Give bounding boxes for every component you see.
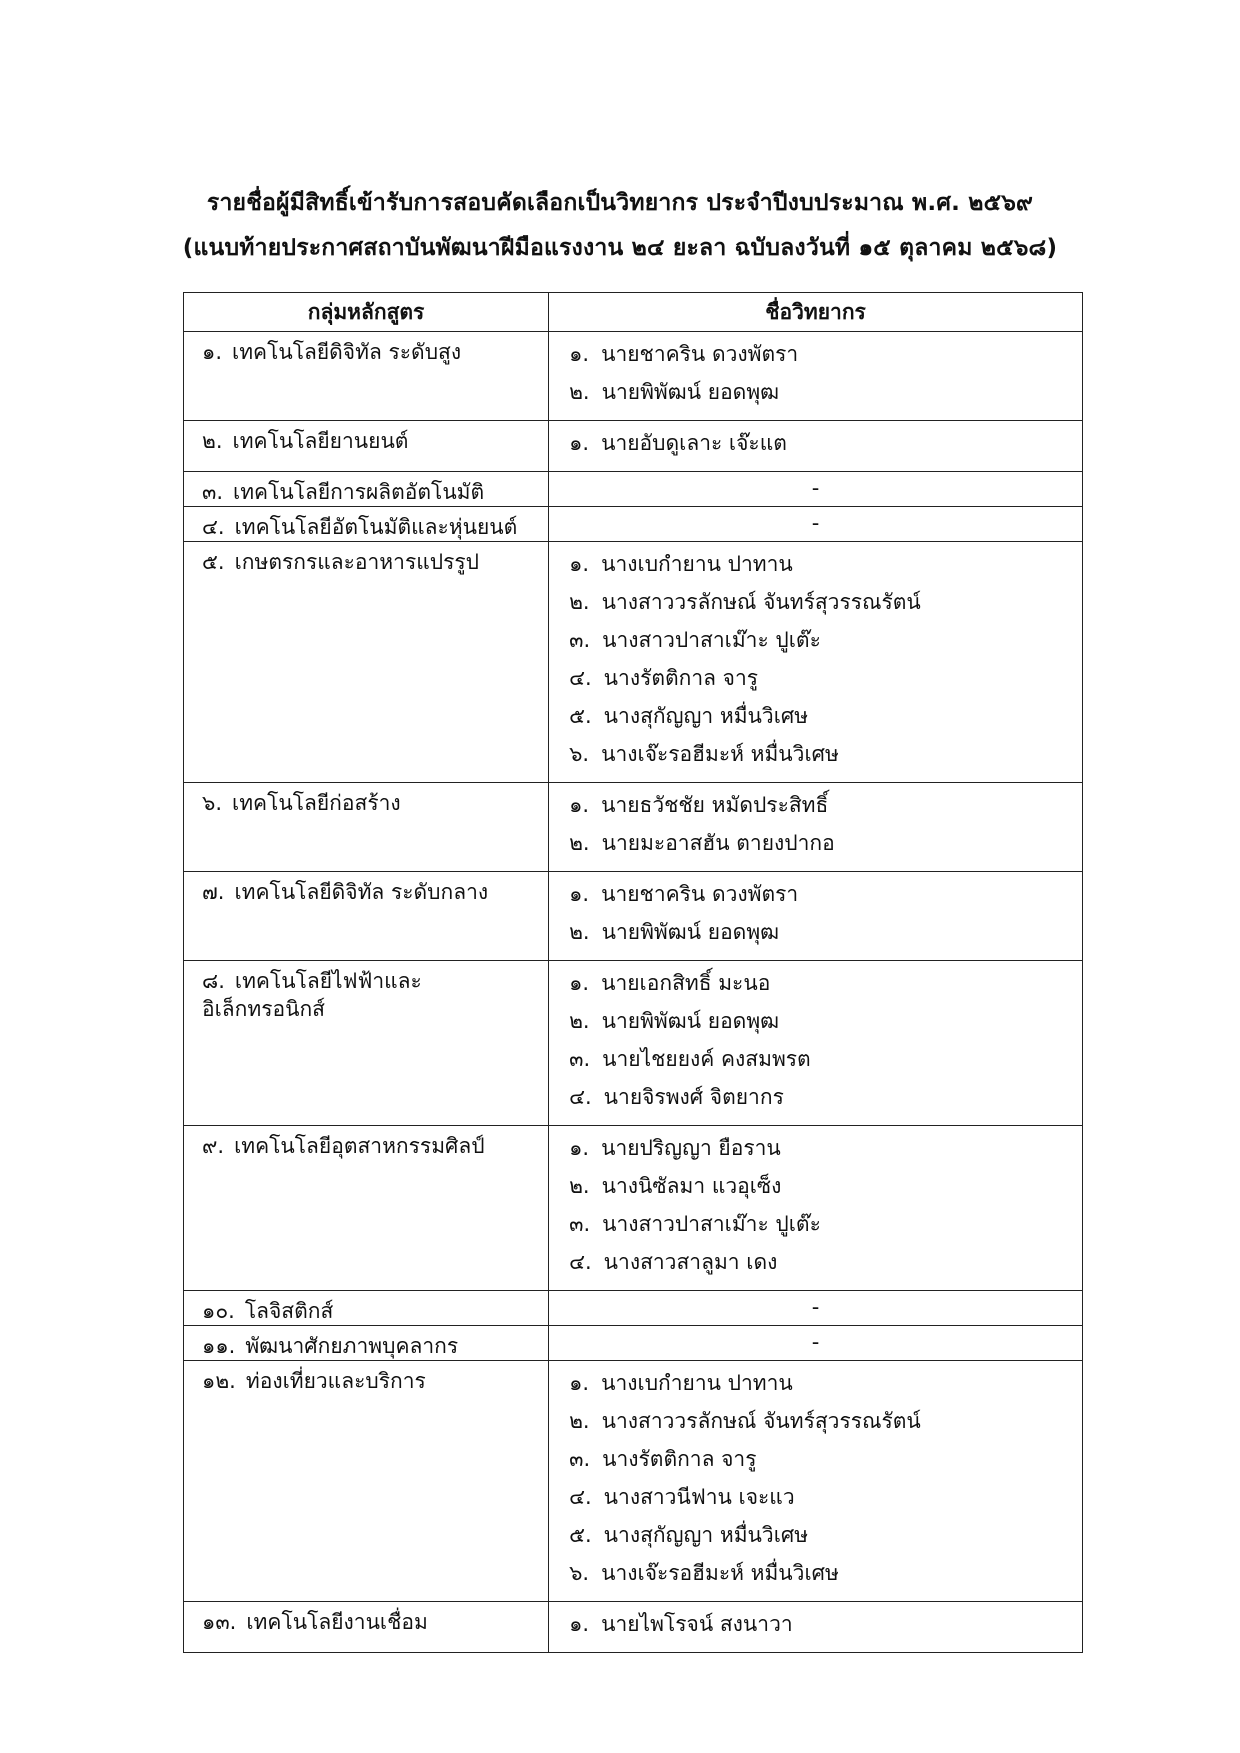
course-group <box>184 332 548 366</box>
instructor-number: ๑. <box>569 342 590 366</box>
instructor-name: นายไชยยงค์ คงสมพรต <box>602 1047 811 1071</box>
no-instructor-dash: - <box>811 1295 820 1319</box>
instructor-list-item <box>569 1608 1072 1646</box>
course-group-cell <box>184 1361 549 1602</box>
instructor-list-item <box>569 1246 1072 1284</box>
header-instructor-name: ชื่อวิทยากร <box>549 293 1083 332</box>
course-group-cell <box>184 783 549 872</box>
table-row <box>184 1602 1083 1653</box>
instructor-list-item <box>569 1557 1072 1595</box>
instructor-list-item <box>569 1170 1072 1208</box>
instructor-cell <box>549 332 1083 421</box>
instructor-list <box>549 1361 1082 1601</box>
instructor-list-item <box>569 827 1072 865</box>
course-group-number: ๑๒. <box>202 1369 236 1393</box>
instructor-number: ๒. <box>569 1009 590 1033</box>
course-group-label: เทคโนโลยีดิจิทัล ระดับกลาง <box>234 880 489 904</box>
course-group-number: ๑๐. <box>202 1299 235 1323</box>
instructor-list-item <box>569 1405 1072 1443</box>
instructor-list-item <box>569 1208 1072 1246</box>
instructor-list-item <box>569 662 1072 700</box>
course-group <box>184 1602 548 1636</box>
instructor-number: ๑. <box>569 431 590 455</box>
course-group <box>184 783 548 817</box>
instructor-list-item <box>569 738 1072 776</box>
course-group <box>184 542 548 576</box>
header-course-group: กลุ่มหลักสูตร <box>184 293 549 332</box>
course-group-number: ๖. <box>202 791 223 815</box>
instructor-cell <box>549 1126 1083 1291</box>
no-instructor-dash: - <box>811 511 820 535</box>
instructor-name: นางนิซัลมา แวอุเซ็ง <box>601 1174 782 1198</box>
table-row <box>184 872 1083 961</box>
instructor-cell <box>549 472 1083 507</box>
instructor-name: นางเจ๊ะรอฮีมะห์ หมื่นวิเศษ <box>601 742 839 766</box>
instructor-number: ๖. <box>569 742 590 766</box>
no-instructor-dash: - <box>811 476 820 500</box>
instructor-list-item <box>569 1443 1072 1481</box>
instructor-number: ๑. <box>569 793 590 817</box>
course-group <box>184 1361 548 1395</box>
instructor-list-item <box>569 700 1072 738</box>
instructor-number: ๒. <box>569 590 590 614</box>
document-subtitle: (แนบท้ายประกาศสถาบันพัฒนาฝีมือแรงงาน ๒๔ ยะลา ฉบับลงวันที่ ๑๕ ตุลาคม ๒๕๖๘) <box>182 235 1058 261</box>
instructor-number: ๑. <box>569 1136 590 1160</box>
course-group-cell <box>184 332 549 421</box>
course-group-cell <box>184 542 549 783</box>
instructor-cell <box>549 1602 1083 1653</box>
instructor-cell <box>549 872 1083 961</box>
instructor-list-item <box>569 789 1072 827</box>
instructor-number: ๒. <box>569 1409 590 1433</box>
table-row <box>184 1361 1083 1602</box>
table-header-row <box>184 293 1083 332</box>
instructor-list-item <box>569 548 1072 586</box>
instructor-cell <box>549 961 1083 1126</box>
table-row <box>184 332 1083 421</box>
instructor-list-item <box>569 376 1072 414</box>
instructor-name: นายเอกสิทธิ์ มะนอ <box>601 971 771 995</box>
instructor-name: นางเบกำยาน ปาทาน <box>601 552 793 576</box>
course-group-label: เทคโนโลยียานยนต์ <box>232 429 409 453</box>
instructor-number: ๑. <box>569 1612 590 1636</box>
course-group-number: ๓. <box>202 480 224 504</box>
instructor-name: นายธวัชชัย หมัดประสิทธิ์ <box>601 793 829 817</box>
instructor-list <box>549 1602 1082 1652</box>
instructor-number: ๕. <box>569 704 592 728</box>
instructor-number: ๒. <box>569 1174 590 1198</box>
instructor-name: นายอับดูเลาะ เจ๊ะแต <box>601 431 787 455</box>
course-group-label: พัฒนาศักยภาพบุคลากร <box>245 1334 459 1358</box>
course-group-cell <box>184 1602 549 1653</box>
instructor-list-item <box>569 1367 1072 1405</box>
instructor-name: นายชาคริน ดวงพัตรา <box>601 882 799 906</box>
instructor-name: นางสาววรลักษณ์ จันทร์สุวรรณรัตน์ <box>601 1409 921 1433</box>
instructor-list-item <box>569 338 1072 376</box>
instructor-name: นายชาคริน ดวงพัตรา <box>601 342 799 366</box>
table-row <box>184 1326 1083 1361</box>
instructor-name: นางสุกัญญา หมื่นวิเศษ <box>603 704 809 728</box>
course-group-label: เทคโนโลยีดิจิทัล ระดับสูง <box>232 340 462 364</box>
course-group-number: ๑๑. <box>202 1334 236 1358</box>
instructor-number: ๖. <box>569 1561 590 1585</box>
instructor-number: ๓. <box>569 628 591 652</box>
instructor-number: ๔. <box>569 1485 592 1509</box>
instructor-name: นางสาวปาสาเม๊าะ ปูเต๊ะ <box>602 628 821 652</box>
instructor-name: นางสาวนีฟาน เจะแว <box>603 1485 795 1509</box>
instructor-list <box>549 872 1082 960</box>
table-row <box>184 1126 1083 1291</box>
course-group-number: ๘. <box>202 969 225 993</box>
instructor-number: ๑. <box>569 1371 590 1395</box>
course-group-cell <box>184 472 549 507</box>
instructor-name: นางรัตติกาล จารู <box>603 666 759 690</box>
course-group-cell <box>184 1126 549 1291</box>
instructor-number: ๑. <box>569 971 590 995</box>
course-group-number: ๒. <box>202 429 223 453</box>
instructor-name: นางรัตติกาล จารู <box>602 1447 757 1471</box>
instructor-number: ๒. <box>569 831 590 855</box>
instructor-table <box>183 292 1083 1653</box>
course-group-label: เทคโนโลยีงานเชื่อม <box>246 1610 428 1634</box>
instructor-name: นายพิพัฒน์ ยอดพุฒ <box>601 380 780 404</box>
instructor-number: ๕. <box>569 1523 592 1547</box>
instructor-cell <box>549 783 1083 872</box>
instructor-name: นางเบกำยาน ปาทาน <box>601 1371 793 1395</box>
course-group <box>184 472 548 506</box>
instructor-list-item <box>569 916 1072 954</box>
course-group-number: ๔. <box>202 515 225 539</box>
instructor-number: ๓. <box>569 1212 591 1236</box>
table-row <box>184 1291 1083 1326</box>
instructor-list-item <box>569 1081 1072 1119</box>
instructor-cell <box>549 1326 1083 1361</box>
instructor-list-item <box>569 427 1072 465</box>
instructor-name: นายพิพัฒน์ ยอดพุฒ <box>601 920 780 944</box>
instructor-list-item <box>569 1005 1072 1043</box>
instructor-list <box>549 1126 1082 1290</box>
course-group-label: โลจิสติกส์ <box>244 1299 334 1323</box>
instructor-list-item <box>569 624 1072 662</box>
instructor-number: ๒. <box>569 920 590 944</box>
instructor-name: นายพิพัฒน์ ยอดพุฒ <box>601 1009 780 1033</box>
instructor-number: ๒. <box>569 380 590 404</box>
instructor-list-item <box>569 586 1072 624</box>
course-group-cell <box>184 961 549 1126</box>
instructor-name: นางสาววรลักษณ์ จันทร์สุวรรณรัตน์ <box>601 590 921 614</box>
instructor-cell <box>549 542 1083 783</box>
course-group-label: ท่องเที่ยวและบริการ <box>245 1369 426 1393</box>
instructor-list <box>549 783 1082 871</box>
course-group-label: เทคโนโลยีการผลิตอัตโนมัติ <box>233 480 485 504</box>
instructor-name: นางสาวปาสาเม๊าะ ปูเต๊ะ <box>602 1212 821 1236</box>
course-group <box>184 421 548 455</box>
table-body <box>184 332 1083 1653</box>
course-group-cell <box>184 507 549 542</box>
instructor-number: ๓. <box>569 1447 591 1471</box>
no-instructor-dash: - <box>811 1330 820 1354</box>
instructor-cell <box>549 507 1083 542</box>
instructor-cell <box>549 1291 1083 1326</box>
course-group-number: ๗. <box>202 880 225 904</box>
table-row <box>184 507 1083 542</box>
course-group-number: ๙. <box>202 1134 225 1158</box>
course-group-label: เทคโนโลยีก่อสร้าง <box>232 791 401 815</box>
instructor-name: นายไพโรจน์ สงนาวา <box>601 1612 793 1636</box>
course-group <box>184 507 548 541</box>
document-title: รายชื่อผู้มีสิทธิ์เข้ารับการสอบคัดเลือกเป็นวิทยากร ประจำปีงบประมาณ พ.ศ. ๒๕๖๙ <box>206 190 1034 216</box>
instructor-list <box>549 961 1082 1125</box>
instructor-list-item <box>569 1519 1072 1557</box>
instructor-list-item <box>569 967 1072 1005</box>
course-group-label: เทคโนโลยีอัตโนมัติและหุ่นยนต์ <box>234 515 518 539</box>
course-group-label: เทคโนโลยีไฟฟ้าและอิเล็กทรอนิกส์ <box>202 969 422 1021</box>
instructor-number: ๔. <box>569 1250 592 1274</box>
table-row <box>184 961 1083 1126</box>
instructor-number: ๓. <box>569 1047 591 1071</box>
course-group-number: ๕. <box>202 550 225 574</box>
instructor-name: นางสุกัญญา หมื่นวิเศษ <box>603 1523 809 1547</box>
table-row <box>184 472 1083 507</box>
course-group <box>184 1291 548 1325</box>
instructor-list <box>549 332 1082 420</box>
course-group-cell <box>184 1291 549 1326</box>
course-group-cell <box>184 872 549 961</box>
instructor-name: นางเจ๊ะรอฮีมะห์ หมื่นวิเศษ <box>601 1561 839 1585</box>
course-group-label: เกษตรกรและอาหารแปรรูป <box>234 550 479 574</box>
instructor-cell <box>549 1361 1083 1602</box>
instructor-list <box>549 542 1082 782</box>
instructor-number: ๔. <box>569 666 592 690</box>
course-group <box>184 1326 548 1360</box>
course-group <box>184 872 548 906</box>
instructor-name: นายปริญญา ยือราน <box>601 1136 781 1160</box>
instructor-name: นางสาวสาลูมา เดง <box>603 1250 778 1274</box>
course-group-number: ๑๓. <box>202 1610 237 1634</box>
instructor-list-item <box>569 1043 1072 1081</box>
course-group <box>184 1126 548 1160</box>
instructor-cell <box>549 421 1083 472</box>
instructor-name: นายจิรพงศ์ จิตยากร <box>603 1085 784 1109</box>
course-group-label: เทคโนโลยีอุตสาหกรรมศิลป์ <box>234 1134 485 1158</box>
instructor-list-item <box>569 1132 1072 1170</box>
course-group-number: ๑. <box>202 340 223 364</box>
instructor-list-item <box>569 878 1072 916</box>
course-group-cell <box>184 1326 549 1361</box>
instructor-name: นายมะอาสฮัน ตายงปากอ <box>601 831 835 855</box>
instructor-list-item <box>569 1481 1072 1519</box>
table-row <box>184 542 1083 783</box>
instructor-number: ๑. <box>569 882 590 906</box>
table-row <box>184 783 1083 872</box>
course-group-cell <box>184 421 549 472</box>
instructor-number: ๔. <box>569 1085 592 1109</box>
course-group <box>184 961 548 1023</box>
instructor-list <box>549 421 1082 471</box>
table-row <box>184 421 1083 472</box>
instructor-number: ๑. <box>569 552 590 576</box>
